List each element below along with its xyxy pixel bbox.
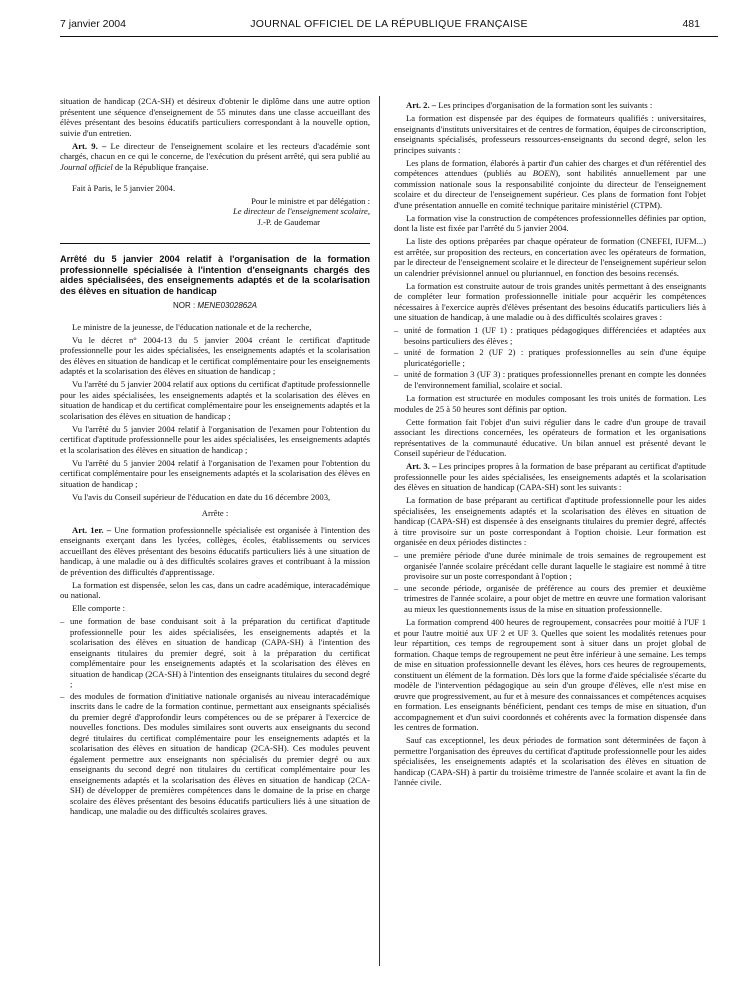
page-header xyxy=(60,14,718,37)
paragraph: La formation de base préparant au certificat d'aptitude professionnelle pour les aides spécialisées, les enseignements adaptés et la scolarisation des élèves en situation de handicap (CAPA-SH) est dispensée à des enseignants titulaires du premier degré, affectés à titre provisoire sur un poste correspondant à l'option choisie. Leur formation est organisée en deux périodes distinctes : xyxy=(394,495,706,547)
list-item: – une seconde période, organisée de préférence au cours des premier et deuxième trimestres de l'année scolaire, a pour objet de mettre en œuvre une formation valorisant au mieux les questionnements issus de la mise en situation professionnelle. xyxy=(394,583,706,615)
list-item: – une première période d'une durée minimale de trois semaines de regroupement est organisée l'année scolaire précédant celle durant laquelle le stagiaire est nommé à titre provisoire sur un poste correspondant à l'option ; xyxy=(394,550,706,582)
visa: Vu l'arrêté du 5 janvier 2004 relatif à l'organisation de l'examen pour l'obtention du certificat complémentaire pour les enseignements adaptés et la scolarisation des élèves en situation de handicap ; xyxy=(60,457,370,489)
signature-name: J.-P. de Gaudemar xyxy=(257,216,320,227)
nor-reference xyxy=(60,301,370,312)
header-page-number: 481 xyxy=(682,18,700,30)
signature-line: Pour le ministre et par délégation : xyxy=(251,195,370,206)
visa: Vu l'arrêté du 5 janvier 2004 relatif à l'organisation de l'examen pour l'obtention du certificat d'aptitude professionnelle pour les aides spécialisées, les enseignements adaptés et la scolarisation des élèves en situation de handicap ; xyxy=(60,423,370,455)
right-column xyxy=(394,100,706,790)
fait-a-paris: Fait à Paris, le 5 janvier 2004. xyxy=(72,182,176,193)
article-2 xyxy=(394,100,706,111)
units-list xyxy=(394,325,706,390)
paragraph: La formation est dispensée par des équipes de formateurs qualifiés : universitaires, enseignants d'instituts universitaires et de centres de formation, équipes de circonscription, enseignants spécialisés, professeurs ressources-enseignants du second degré, selon les principes suivants : xyxy=(394,113,706,155)
signature-title: Le directeur de l'enseignement scolaire, xyxy=(233,206,370,216)
article-label: Art. 1er. – xyxy=(72,524,112,535)
article-label: Art. 9. – xyxy=(72,140,107,151)
article-text: Une formation professionnelle spécialisée est organisée à l'intention des enseignants exerçant dans les lycées, collèges, écoles, établissements ou services accueillant des élèves présentant des besoins éducatifs particuliers liés à une situation de handicap, à une maladie ou à des difficultés scolaires graves et contribuant à la mission de prévention des difficultés d'apprentissage. xyxy=(60,524,370,577)
nor-label: NOR : xyxy=(172,301,198,310)
visa: Vu le décret n° 2004-13 du 5 janvier 2004 créant le certificat d'aptitude professionnelle pour les aides spécialisées, les enseignements adaptés et la scolarisation des élèves en situation de handicap et le certificat complémentaire pour les enseignements adaptés et la scolarisation des élèves en situation de handicap ; xyxy=(60,334,370,376)
header-title: JOURNAL OFFICIEL DE LA RÉPUBLIQUE FRANÇAISE xyxy=(250,18,528,30)
list-item: – une formation de base conduisant soit à la préparation du certificat d'aptitude professionnelle pour les aides spécialisées, les enseignements adaptés et la scolarisation des élèves en situation de handicap (CAPA-SH) à l'intention des enseignants titulaires du premier degré, soit à la préparation du certificat complémentaire pour les enseignements adaptés et la scolarisation des élèves en situation de handicap (2CA-SH) à l'intention des enseignants titulaires du second degré ; xyxy=(60,616,370,690)
article-3 xyxy=(394,461,706,493)
paragraph: situation de handicap (2CA-SH) et désireux d'obtenir le diplôme dans une autre option présentent une séquence d'enseignement de 55 minutes dans une classe accueillant des élèves présentant des besoins éducatifs particuliers correspondant à la nouvelle option, suivie d'un entretien. xyxy=(60,96,370,138)
list-item: – unité de formation 3 (UF 3) : pratiques professionnelles prenant en compte les données de l'environnement familial, scolaire et social. xyxy=(394,369,706,390)
paragraph-text: ), sont habilités annuellement par une commission nationale sous la responsabilité conjointe du directeur de l'enseignement scolaire et du directeur de l'enseignement supérieur. Ces plans de formation font l'objet d'une présentation annuelle en comité technique paritaire ministériel (CTPM). xyxy=(394,168,706,210)
paragraph: La formation comprend 400 heures de regroupement, consacrées pour moitié à l'UF 1 et pour l'autre moitié aux UF 2 et UF 3. Quelles que soient les modalités retenues pour leur répartition, ces temps de regroupement sont à situer dans un projet global de formation. Chaque temps de regroupement ne peut être inférieur à une semaine. Les temps de mise en situation professionnelle devant les élèves, hors ces heures de regroupements, constituent un élément de la formation. Dès lors que la forme d'aide spécialisée s'écarte du modèle de l'intervention pédagogique au sein d'un groupe d'élèves, elle n'est mise en œuvre que progressivement, au fur et à mesure des connaissances et compétences acquises en formation. Les enseignants bénéficient, pendant ces temps de mise en situation, d'un accompagnement et d'un suivi coordonnés et cohérents avec la formation dispensée dans les centres de formation. xyxy=(394,617,706,732)
list-item: – des modules de formation d'initiative nationale organisés au niveau interacadémique inscrits dans le cadre de la formation continue, permettant aux enseignants spécialisés du premier degré d'approfondir leurs compétences ou de se préparer à l'exercice de nouvelles fonctions. Des modules similaires sont ouverts aux enseignants du second degré titulaires du certificat complémentaire pour les enseignements adaptés et la scolarisation des élèves en situation de handicap (2CA-SH). Ces modules peuvent également permettre aux enseignants non spécialisés du premier degré ou aux enseignants du second degré non titulaires du certificat complémentaire pour les enseignements adaptés et la scolarisation des élèves en situation de handicap (2CA-SH) de développer de premières compétences dans le domaine de la prise en charge scolaire des élèves présentant des besoins éducatifs particuliers liés à une situation de handicap, une maladie ou des difficultés scolaires graves. xyxy=(60,691,370,817)
list-item: – unité de formation 2 (UF 2) : pratiques professionnelles au sein d'une équipe pluricatégorielle ; xyxy=(394,347,706,368)
article-1 xyxy=(60,525,370,578)
paragraph: Cette formation fait l'objet d'un suivi régulier dans le cadre d'un groupe de travail associant les directions concernées, les opérateurs de formation et les organisations représentatives de la communauté éducative. Un bilan annuel est présenté devant le Conseil supérieur de l'éducation. xyxy=(394,416,706,458)
article-text: Le directeur de l'enseignement scolaire et les recteurs d'académie sont chargés, chacun en ce qui le concerne, de l'exécution du présent arrêté, qui sera publié au xyxy=(60,140,370,161)
paragraph: Sauf cas exceptionnel, les deux périodes de formation sont déterminées de façon à permettre l'organisation des épreuves du certificat d'aptitude professionnelle pour les aides spécialisées, les enseignements adaptés et la scolarisation des élèves en situation de handicap (CAPA-SH) à partir du troisième trimestre de l'année scolaire et avant la fin de l'année civile. xyxy=(394,735,706,787)
paragraph: La liste des options préparées par chaque opérateur de formation (CNEFEI, IUFM...) est arrêtée, sur proposition des recteurs, en concertation avec les opérateurs de formation, par le directeur de l'enseignement scolaire et le directeur de l'enseignement supérieur selon un calendrier prévisionnel annuel ou pluriannuel, en fonction des besoins recensés. xyxy=(394,236,706,278)
paragraph: La formation est construite autour de trois grandes unités permettant à des enseignants de compléter leur formation professionnelle initiale pour acquérir les compétences nécessaires à l'exercice auprès d'élèves présentant des besoins éducatifs particuliers liés à une situation de handicap, à une maladie ou à des difficultés scolaires graves : xyxy=(394,280,706,322)
boen-reference: BOEN xyxy=(532,168,556,178)
visa: Vu l'arrêté du 5 janvier 2004 relatif aux options du certificat d'aptitude professionnelle pour les aides spécialisées, les enseignements adaptés et la scolarisation des élèves en situation de handicap et du certificat complémentaire pour les enseignements adaptés et la scolarisation des élèves en situation de handicap ; xyxy=(60,379,370,421)
nor-code: MENE0302862A xyxy=(197,301,258,310)
list-item: – unité de formation 1 (UF 1) : pratiques pédagogiques différenciées et adaptées aux besoins particuliers des élèves ; xyxy=(394,325,706,346)
header-date: 7 janvier 2004 xyxy=(60,18,126,30)
arrete-title: Arrêté du 5 janvier 2004 relatif à l'organisation de la formation professionnelle spécialisée à l'intention d'enseignants chargés des aides spécialisées, des enseignements adaptés et de la scolarisation des élèves en situation de handicap xyxy=(60,254,370,296)
paragraph: La formation est structurée en modules composant les trois unités de formation. Les modules de 25 à 50 heures sont définis par option. xyxy=(394,393,706,414)
formation-list xyxy=(60,616,370,817)
article-label: Art. 2. – xyxy=(406,100,437,110)
visa: Vu l'avis du Conseil supérieur de l'éducation en date du 16 décembre 2003, xyxy=(72,491,331,502)
article-9 xyxy=(60,141,370,173)
article-text: Les principes propres à la formation de base préparant au certificat d'aptitude professionnelle pour les aides spécialisées, les enseignements adaptés et la scolarisation des élèves en situation de handicap (CAPA-SH) sont les suivants : xyxy=(394,461,706,492)
column-divider xyxy=(379,96,380,966)
article-text: de la République française. xyxy=(112,161,209,172)
periods-list xyxy=(394,550,706,614)
journal-name: Journal officiel xyxy=(60,161,113,172)
article-text: Les principes d'organisation de la formation sont les suivants : xyxy=(436,100,653,110)
article-label: Art. 3. – xyxy=(406,461,437,471)
left-column xyxy=(60,96,370,820)
visa-minister: Le ministre de la jeunesse, de l'éducation nationale et de la recherche, xyxy=(72,321,312,332)
paragraph xyxy=(394,158,706,211)
arrete-heading: Arrête : xyxy=(201,508,229,518)
paragraph-text: Les plans de formation, élaborés à partir d'un cahier des charges et d'un référentiel des compétences attendues (publiés au xyxy=(394,157,706,178)
paragraph: La formation vise la construction de compétences professionnelles définies par option, dont la liste est fixée par l'arrêté du 5 janvier 2004. xyxy=(394,212,706,233)
section-rule xyxy=(60,243,370,244)
paragraph: Elle comporte : xyxy=(72,603,125,613)
paragraph: La formation est dispensée, selon les cas, dans un cadre académique, interacadémique ou national. xyxy=(60,579,370,600)
